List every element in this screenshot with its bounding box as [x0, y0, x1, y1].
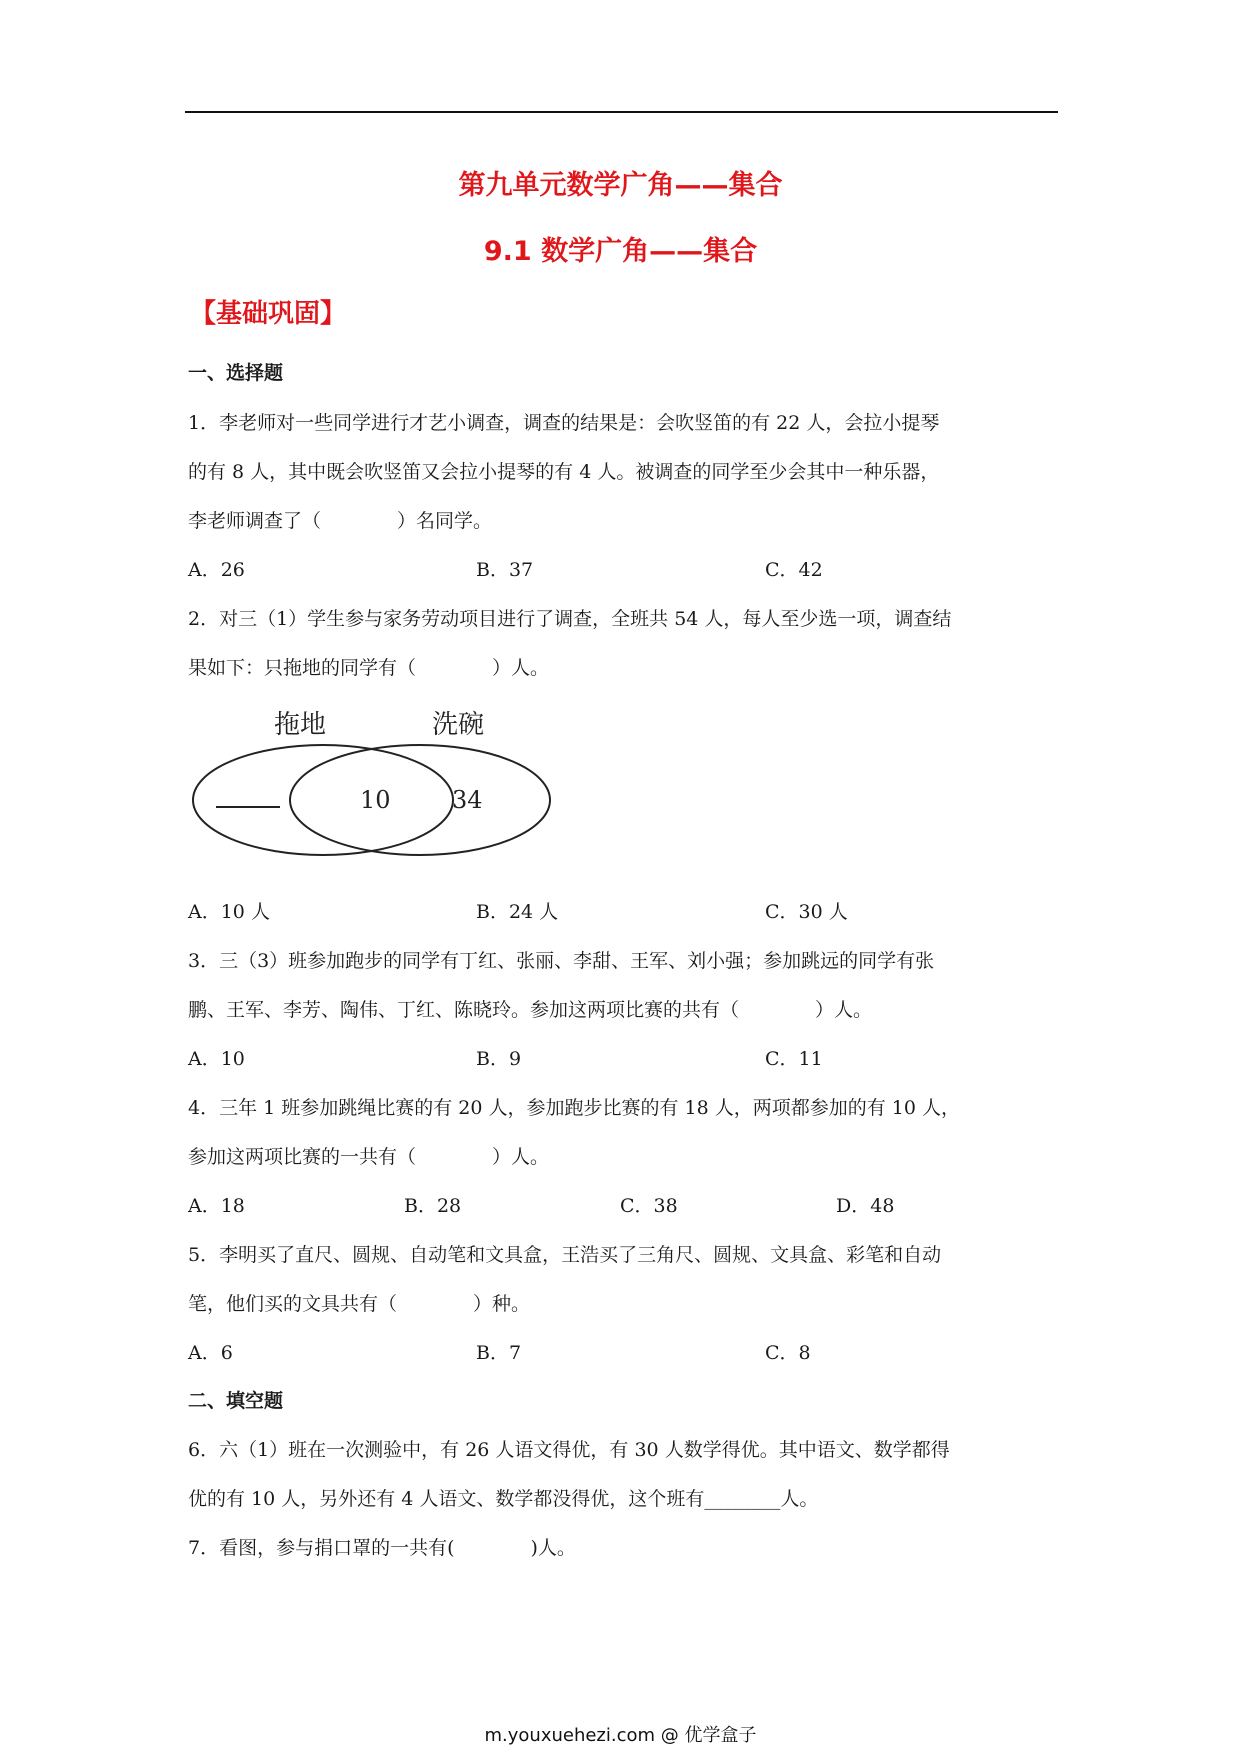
- q3-option-c: C．11: [765, 1048, 823, 1070]
- venn-both-value: 10: [360, 786, 391, 814]
- q3-line-2: 鹏、王军、李芳、陶伟、丁红、陈晓玲。参加这两项比赛的共有（ ）人。: [188, 999, 873, 1021]
- section-title: 【基础巩固】: [190, 299, 347, 329]
- footer-watermark: m.youxuehezi.com @ 优学盒子: [484, 1725, 757, 1746]
- unit-title: 第九单元数学广角——集合: [458, 170, 783, 201]
- q4-option-c: C．38: [620, 1195, 678, 1217]
- part2-heading: 二、填空题: [188, 1390, 284, 1412]
- q5-option-a: A．6: [188, 1342, 233, 1364]
- venn-right-ellipse: [290, 745, 550, 855]
- q5-line-1: 5．李明买了直尺、圆规、自动笔和文具盒，王浩买了三角尺、圆规、文具盒、彩笔和自动: [188, 1244, 942, 1266]
- q6-line-2: 优的有 10 人，另外还有 4 人语文、数学都没得优，这个班有________人。: [188, 1488, 819, 1510]
- part1-heading: 一、选择题: [188, 362, 284, 384]
- q5-option-c: C．8: [765, 1342, 811, 1364]
- q3-line-1: 3．三（3）班参加跑步的同学有丁红、张丽、李甜、王军、刘小强；参加跳远的同学有张: [188, 950, 935, 972]
- q1-line-2: 的有 8 人，其中既会吹竖笛又会拉小提琴的有 4 人。被调查的同学至少会其中一种乐器，: [188, 461, 940, 483]
- q6-line-1: 6．六（1）班在一次测验中，有 26 人语文得优，有 30 人数学得优。其中语文、数学都得: [188, 1439, 950, 1461]
- q2-option-a: A．10 人: [188, 901, 270, 923]
- q1-option-b: B．37: [476, 559, 534, 581]
- venn-left-label: 拖地: [274, 710, 327, 740]
- q2-line-2: 果如下：只拖地的同学有（ ）人。: [188, 657, 550, 679]
- q5-line-2: 笔，他们买的文具共有（ ）种。: [188, 1293, 531, 1315]
- venn-right-only-value: 34: [452, 786, 483, 814]
- q1-option-a: A．26: [188, 559, 245, 581]
- q3-option-b: B．9: [476, 1048, 522, 1070]
- top-rule: [185, 111, 1058, 113]
- q1-line-3: 李老师调查了（ ）名同学。: [188, 510, 493, 532]
- q7-line-1: 7．看图，参与捐口罩的一共有( )人。: [188, 1537, 576, 1559]
- q2-line-1: 2．对三（1）学生参与家务劳动项目进行了调查，全班共 54 人，每人至少选一项，调查结: [188, 608, 952, 630]
- venn-left-ellipse: [193, 745, 453, 855]
- q4-line-2: 参加这两项比赛的一共有（ ）人。: [188, 1146, 550, 1168]
- q1-option-c: C．42: [765, 559, 823, 581]
- q2-option-c: C．30 人: [765, 901, 848, 923]
- q4-option-a: A．18: [188, 1195, 245, 1217]
- q5-option-b: B．7: [476, 1342, 522, 1364]
- lesson-title: 9.1 数学广角——集合: [483, 236, 758, 267]
- venn-right-label: 洗碗: [432, 710, 485, 740]
- q4-line-1: 4．三年 1 班参加跳绳比赛的有 20 人，参加跑步比赛的有 18 人，两项都参加的有 10 人，: [188, 1097, 961, 1119]
- venn-diagram: [188, 700, 560, 860]
- q4-option-b: B．28: [404, 1195, 462, 1217]
- q3-option-a: A．10: [188, 1048, 245, 1070]
- q4-option-d: D．48: [836, 1195, 895, 1217]
- q1-line-1: 1．李老师对一些同学进行才艺小调查，调查的结果是：会吹竖笛的有 22 人，会拉小提琴: [188, 412, 940, 434]
- q2-option-b: B．24 人: [476, 901, 559, 923]
